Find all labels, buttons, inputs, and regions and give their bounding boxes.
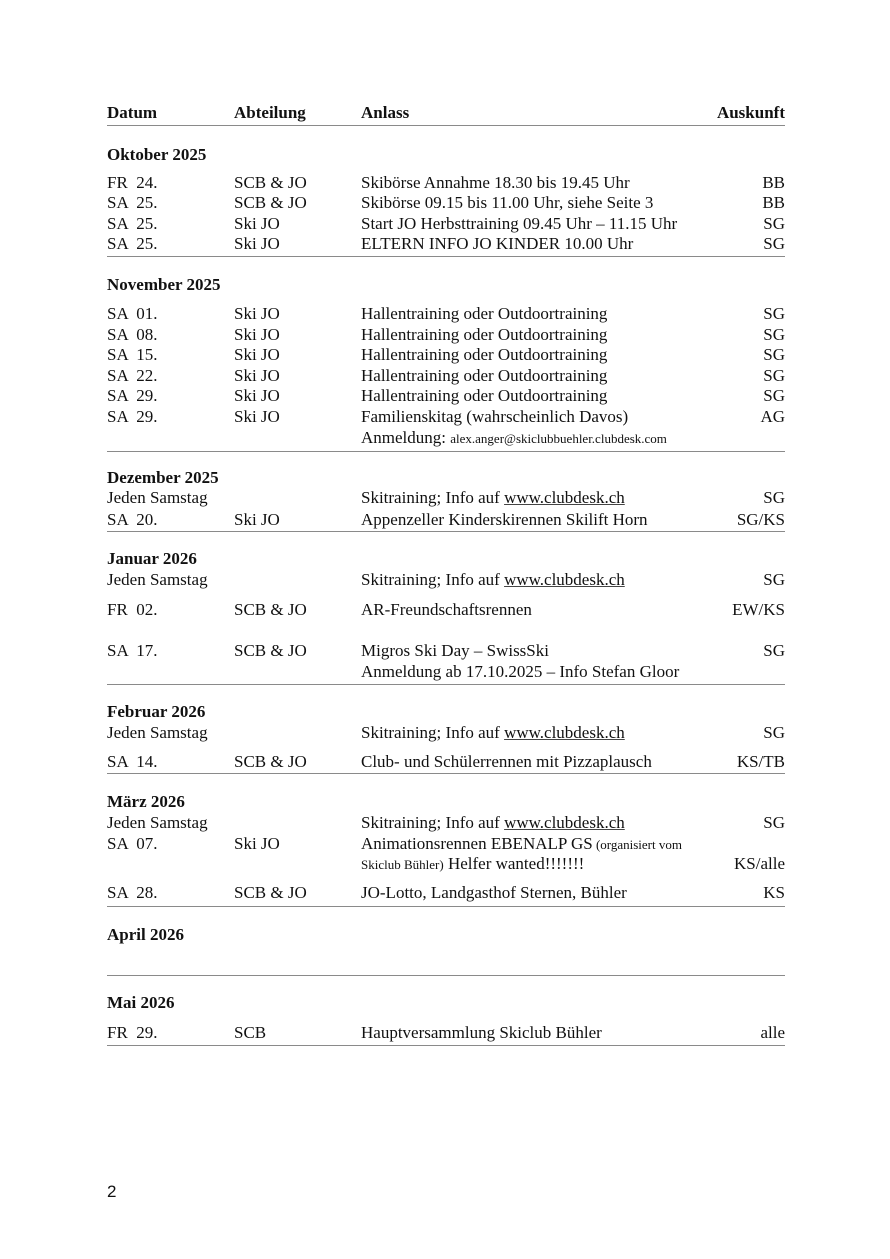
row-contact: SG (763, 570, 785, 589)
row-event (361, 723, 625, 743)
table-row-continuation (107, 854, 785, 874)
table-row (107, 883, 785, 903)
table-row (107, 304, 785, 324)
table-row-continuation (107, 662, 785, 682)
event-note-small: (organisiert vom (592, 837, 682, 852)
row-department: SCB & JO (234, 600, 307, 619)
month-heading-november: November 2025 (107, 275, 221, 294)
row-event: Hauptversammlung Skiclub Bühler (361, 1023, 602, 1042)
row-department: SCB & JO (234, 173, 307, 192)
section-divider (107, 773, 785, 774)
table-row (107, 510, 785, 530)
row-date: FR 24. (107, 173, 158, 192)
event-text: Skitraining; Info auf (361, 570, 505, 589)
row-event: Club- und Schülerrennen mit Pizzaplausch (361, 752, 652, 771)
clubdesk-link[interactable]: www.clubdesk.ch (504, 723, 625, 742)
row-contact: SG (763, 345, 785, 364)
row-date: SA 25. (107, 234, 158, 253)
row-event: JO-Lotto, Landgasthof Sternen, Bühler (361, 883, 627, 902)
row-contact: SG (763, 723, 785, 742)
table-row (107, 813, 785, 833)
row-date: SA 17. (107, 641, 158, 660)
row-contact: KS/alle (734, 854, 785, 873)
month-heading-dezember: Dezember 2025 (107, 468, 219, 487)
row-department: SCB (234, 1023, 267, 1042)
row-contact: SG/KS (736, 510, 785, 529)
section-divider (107, 906, 785, 907)
row-event: Start JO Herbsttraining 09.45 Uhr – 11.15 Uhr (361, 214, 678, 233)
row-date: SA 15. (107, 345, 158, 364)
row-department: Ski JO (234, 834, 280, 853)
table-row (107, 723, 785, 743)
section-divider (107, 975, 785, 976)
month-heading-februar: Februar 2026 (107, 702, 206, 721)
table-row (107, 366, 785, 386)
row-date: SA 01. (107, 304, 158, 323)
row-event (361, 488, 625, 508)
row-event: Skibörse Annahme 18.30 bis 19.45 Uhr (361, 173, 630, 192)
row-department: Ski JO (234, 386, 280, 405)
month-heading-oktober: Oktober 2025 (107, 145, 207, 164)
row-date: SA 07. (107, 834, 158, 853)
row-event (361, 570, 625, 590)
row-department: Ski JO (234, 366, 280, 385)
table-row (107, 488, 785, 508)
month-heading-januar: Januar 2026 (107, 549, 197, 568)
table-row-continuation (107, 428, 785, 448)
row-date: SA 08. (107, 325, 158, 344)
table-row (107, 173, 785, 193)
row-contact: AG (760, 407, 785, 426)
row-date: SA 22. (107, 366, 158, 385)
row-department: Ski JO (234, 325, 280, 344)
row-department: Ski JO (234, 304, 280, 323)
row-event-line2: Anmeldung ab 17.10.2025 – Info Stefan Gloor (361, 662, 680, 681)
row-department: Ski JO (234, 510, 280, 529)
row-date: Jeden Samstag (107, 488, 208, 507)
table-row (107, 834, 785, 854)
clubdesk-link[interactable]: www.clubdesk.ch (504, 570, 625, 589)
row-date: SA 28. (107, 883, 158, 902)
row-contact: KS (763, 883, 785, 902)
row-contact: SG (763, 386, 785, 405)
row-date: FR 29. (107, 1023, 158, 1042)
row-department: SCB & JO (234, 641, 307, 660)
row-event: Familienskitag (wahrscheinlich Davos) (361, 407, 629, 426)
clubdesk-link[interactable]: www.clubdesk.ch (504, 813, 625, 832)
event-text: Skitraining; Info auf (361, 723, 505, 742)
row-date: SA 20. (107, 510, 158, 529)
header-contact: Auskunft (716, 103, 785, 122)
row-date: SA 29. (107, 386, 158, 405)
table-row (107, 193, 785, 213)
section-divider (107, 256, 785, 257)
row-contact: SG (763, 304, 785, 323)
event-note-small: Skiclub Bühler) (361, 857, 444, 872)
table-row (107, 1023, 785, 1043)
row-event: Hallentraining oder Outdoortraining (361, 304, 608, 323)
row-contact: SG (763, 214, 785, 233)
row-event (361, 834, 682, 855)
row-date: SA 25. (107, 193, 158, 212)
row-department: Ski JO (234, 407, 280, 426)
month-heading-april: April 2026 (107, 925, 184, 944)
row-date: SA 14. (107, 752, 158, 771)
event-text: Animationsrennen EBENALP GS (361, 834, 593, 853)
row-event-line2 (361, 854, 584, 875)
row-department: Ski JO (234, 214, 280, 233)
row-event: AR-Freundschaftsrennen (361, 600, 532, 619)
table-row (107, 600, 785, 620)
row-event: Appenzeller Kinderskirennen Skilift Horn (361, 510, 648, 529)
row-contact: BB (762, 193, 785, 212)
registration-email-link[interactable]: alex.anger@skiclubbuehler.clubdesk.com (450, 431, 667, 446)
row-contact: SG (763, 366, 785, 385)
row-contact: SG (763, 325, 785, 344)
table-row (107, 752, 785, 772)
event-text: Helfer wanted!!!!!!! (443, 854, 585, 873)
table-row (107, 641, 785, 661)
row-event (361, 813, 625, 833)
row-department: SCB & JO (234, 752, 307, 771)
month-heading-maerz: März 2026 (107, 792, 185, 811)
table-row (107, 407, 785, 427)
row-event: ELTERN INFO JO KINDER 10.00 Uhr (361, 234, 634, 253)
row-contact: KS/TB (736, 752, 785, 771)
section-divider (107, 531, 785, 532)
header-event: Anlass (361, 103, 410, 122)
month-heading-mai: Mai 2026 (107, 993, 175, 1012)
section-divider (107, 451, 785, 452)
row-contact: EW/KS (732, 600, 785, 619)
row-contact: SG (763, 813, 785, 832)
row-event: Migros Ski Day – SwissSki (361, 641, 549, 660)
clubdesk-link[interactable]: www.clubdesk.ch (504, 488, 625, 507)
row-date: SA 29. (107, 407, 158, 426)
table-row (107, 345, 785, 365)
row-date: Jeden Samstag (107, 813, 208, 832)
table-row (107, 214, 785, 234)
table-row (107, 570, 785, 590)
row-event: Hallentraining oder Outdoortraining (361, 345, 608, 364)
section-divider (107, 684, 785, 685)
row-event-line2 (361, 428, 667, 449)
header-date: Datum (107, 103, 158, 122)
header-department: Abteilung (234, 103, 306, 122)
event-text: Skitraining; Info auf (361, 488, 505, 507)
row-department: Ski JO (234, 234, 280, 253)
row-date: FR 02. (107, 600, 158, 619)
row-date: Jeden Samstag (107, 570, 208, 589)
section-divider (107, 1045, 785, 1046)
row-event: Hallentraining oder Outdoortraining (361, 325, 608, 344)
table-row (107, 386, 785, 406)
row-department: SCB & JO (234, 883, 307, 902)
row-contact: alle (760, 1023, 785, 1042)
header-divider (107, 125, 785, 126)
row-date: SA 25. (107, 214, 158, 233)
table-header (107, 103, 785, 123)
row-contact: SG (763, 234, 785, 253)
row-date: Jeden Samstag (107, 723, 208, 742)
row-department: SCB & JO (234, 193, 307, 212)
row-department: Ski JO (234, 345, 280, 364)
row-event: Hallentraining oder Outdoortraining (361, 386, 608, 405)
page-number: 2 (107, 1182, 117, 1201)
row-contact: SG (763, 488, 785, 507)
registration-label: Anmeldung: (361, 428, 451, 447)
table-row (107, 325, 785, 345)
row-event: Hallentraining oder Outdoortraining (361, 366, 608, 385)
row-event: Skibörse 09.15 bis 11.00 Uhr, siehe Seite 3 (361, 193, 654, 212)
row-contact: SG (763, 641, 785, 660)
event-text: Skitraining; Info auf (361, 813, 505, 832)
row-contact: BB (762, 173, 785, 192)
table-row (107, 234, 785, 254)
